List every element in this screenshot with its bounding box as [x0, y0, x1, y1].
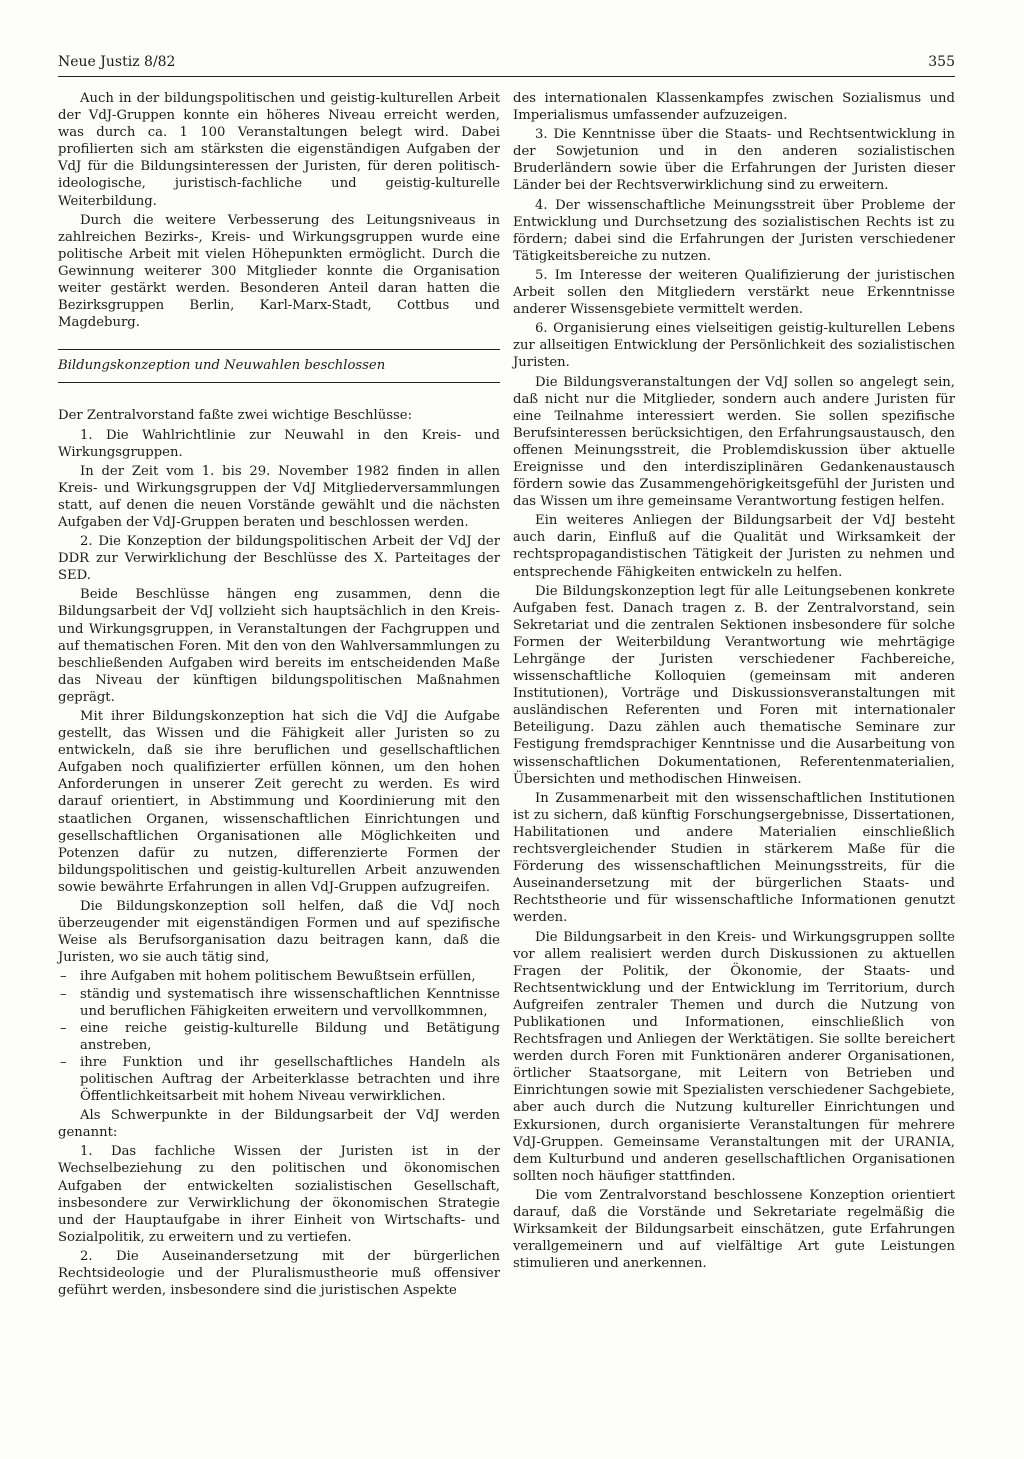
paragraph: Als Schwerpunkte in der Bildungsarbeit der VdJ werden genannt: [58, 1108, 500, 1141]
journal-title: Neue Justiz 8/82 [58, 54, 176, 70]
paragraph: Durch die weitere Verbesserung des Leitungsniveaus in zahlreichen Bezirks-, Kreis- und Wirkungsgruppen wurde eine politische Arbeit mit vielen Höhepunkten ermöglicht. Durch die Gewinnung weiterer 300 Mitglieder konnte die Organisation weiter gestärkt werden. Besonderen Anteil daran hatten die Bezirksgruppen Berlin, Karl-Marx-Stadt, Cottbus und Magdeburg. [58, 212, 500, 331]
paragraph: Beide Beschlüsse hängen eng zusammen, denn die Bildungsarbeit der VdJ vollzieht sich hauptsächlich in den Kreis- und Wirkungsgruppen, in Veranstaltungen der Fachgruppen und auf thematischen Foren. Mit den von den Wahlversammlungen zu beschließenden Aufgaben wird bereits im entscheidenden Maße das Niveau der künftigen bildungspolitischen Maßnahmen geprägt. [58, 587, 500, 705]
paragraph: Die vom Zentralvorstand beschlossene Konzeption orientiert darauf, daß die Vorstände und Sekretariate regelmäßig die Wirksamkeit der Bildungsarbeit einschätzen, gute Erfahrungen verallgemeinern und auf vielfältige Art gute Leistungen stimulieren und anerkennen. [513, 1187, 955, 1272]
paragraph: 4. Der wissenschaftliche Meinungsstreit über Probleme der Entwicklung und Durchsetzung des sozialistischen Rechts ist zu fördern; dabei sind die Erfahrungen der Juristen verschiedener Tätigkeitsbereiche zu nutzen. [513, 197, 955, 264]
paragraph: 1. Das fachliche Wissen der Juristen ist in der Wechselbeziehung zu den politischen und ökonomischen Aufgaben der entwickelten sozialistischen Gesellschaft, insbesondere zur Verwirklichung der ökonomischen Strategie und der Hauptaufgabe in ihrer Einheit von Wirtschafts- und Sozialpolitik, zu erweitern und zu vertiefen. [58, 1144, 500, 1245]
paragraph: 3. Die Kenntnisse über die Staats- und Rechtsentwicklung in der Sowjetunion und in den anderen sozialistischen Bruderländern sowie über die Erfahrungen der Juristen dieser Länder bei der Rechtsverwirklichung sind zu erweitern. [513, 127, 955, 194]
right-column [513, 90, 955, 1274]
paragraph: 1. Die Wahlrichtlinie zur Neuwahl in den Kreis- und Wirkungsgruppen. [58, 427, 500, 460]
left-column [58, 90, 500, 1301]
paragraph: 6. Organisierung eines vielseitigen geistig-kulturellen Lebens zur allseitigen Entwicklung der Persönlichkeit des sozialistischen Juristen. [513, 321, 955, 371]
section-heading: Bildungskonzeption und Neuwahlen beschlossen [58, 349, 500, 383]
goals-list [58, 968, 500, 1105]
paragraph: In Zusammenarbeit mit den wissenschaftlichen Institutionen ist zu sichern, daß künftig Forschungsergebnisse, Dissertationen, Habilitationen und andere Materialien einschließlich rechtsvergleichender Studien in stärkerem Maße für die Förderung des wissenschaftlichen Meinungsstreits, für die Auseinandersetzung mit der bürgerlichen Staats- und Rechtstheorie und für wissenschaftliche Informationen genutzt werden. [513, 790, 955, 926]
paragraph: Die Bildungskonzeption soll helfen, daß die VdJ noch überzeugender mit eigenständigen Formen und auf spezifische Weise als Berufsorganisation dazu beitragen kann, daß die Juristen, wo sie auch tätig sind, [58, 899, 500, 966]
paragraph: 2. Die Auseinandersetzung mit der bürgerlichen Rechtsideologie und der Pluralismustheorie muß offensiver geführt werden, insbesondere sind die juristischen Aspekte [58, 1248, 500, 1299]
paragraph: des internationalen Klassenkampfes zwischen Sozialismus und Imperialismus umfassender aufzuzeigen. [513, 91, 955, 124]
paragraph: Ein weiteres Anliegen der Bildungsarbeit der VdJ besteht auch darin, Einfluß auf die Qualität und Wirksamkeit der rechtspropagandistischen Tätigkeit der Juristen zu nehmen und entsprechende Fähigkeiten entwickeln zu helfen. [513, 513, 955, 580]
paragraph: 5. Im Interesse der weiteren Qualifizierung der juristischen Arbeit sollen den Mitgliedern verstärkt neue Erkenntnisse anderer Wissensgebiete vermittelt werden. [513, 267, 955, 318]
paragraph: Die Bildungsarbeit in den Kreis- und Wirkungsgruppen sollte vor allem realisiert werden durch Diskussionen zu aktuellen Fragen der Politik, der Ökonomie, der Staats- und Rechtsentwicklung und der Entwicklung im Territorium, durch Aufgreifen zentraler Themen und durch die Nutzung von Publikationen und Informationen, einschließlich von Rechtsfragen und Anliegen der Werktätigen. Sie sollte bereichert werden durch Foren mit Funktionären anderer Organisationen, örtlicher Staatsorgane, mit Leitern von Betrieben und Einrichtungen sowie mit Spezialisten verschiedener Sachgebiete, aber auch durch die Nutzung kultureller Einrichtungen und Exkursionen, durch organisierte Veranstaltungen für mehrere VdJ-Gruppen. Gemeinsame Veranstaltungen mit der URANIA, dem Kulturbund und anderen gesellschaftlichen Organisationen sollten noch häufiger stattfinden. [513, 929, 955, 1184]
paragraph: Der Zentralvorstand faßte zwei wichtige Beschlüsse: [58, 408, 413, 424]
list-item: – ihre Funktion und ihr gesellschaftliches Handeln als politischen Auftrag der Arbeiterklasse betrachten und ihre Öffentlichkeitsarbeit mit hohem Niveau verwirklichen. [58, 1054, 500, 1105]
paragraph: Mit ihrer Bildungskonzeption hat sich die VdJ die Aufgabe gestellt, das Wissen und die Fähigkeit aller Juristen so zu entwickeln, daß sie ihre beruflichen und gesellschaftlichen Aufgaben noch qualifizierter erfüllen können, um den hohen Anforderungen in unserer Zeit gerecht zu werden. Es wird darauf orientiert, in Abstimmung und Koordinierung mit den staatlichen Organen, wissenschaftlichen Einrichtungen und gesellschaftlichen Organisationen alle Möglichkeiten und Potenzen dafür zu nutzen, differenzierte Formen der bildungspolitischen und geistig-kulturellen Arbeit anzuwenden sowie bewährte Erfahrungen in allen VdJ-Gruppen aufzugreifen. [58, 709, 500, 895]
list-item: – ständig und systematisch ihre wissenschaftlichen Kenntnisse und beruflichen Fähigkeiten erweitern und vervollkommnen, [58, 986, 500, 1020]
paragraph: Die Bildungsveranstaltungen der VdJ sollen so angelegt sein, daß nicht nur die Mitglieder, sondern auch andere Juristen für eine Teilnahme interessiert werden. Sie sollen spezifische Berufsinteressen berücksichtigen, den Erfahrungsaustausch, den offenen Meinungsstreit, die Problemdiskussion über aktuelle Ereignisse und den interdisziplinären Gedankenaustausch fördern sowie das Zusammengehörigkeitsgefühl der Juristen und das Wissen um ihre gemeinsame Verantwortung festigen helfen. [513, 374, 955, 510]
paragraph: 2. Die Konzeption der bildungspolitischen Arbeit der VdJ der DDR zur Verwirklichung der Beschlüsse des X. Parteitages der SED. [58, 534, 500, 584]
paragraph: Auch in der bildungspolitischen und geistig-kulturellen Arbeit der VdJ-Gruppen konnte ein höheres Niveau erreicht werden, was durch ca. 1 100 Veranstaltungen belegt wird. Dabei profilierten sich am stärksten die eigenständigen Aufgaben der VdJ für die Bildungsinteressen der Juristen, für deren politisch-ideologische, juristisch-fachliche und geistig-kulturelle Weiterbildung. [58, 91, 500, 209]
page-number: 355 [928, 54, 955, 70]
paragraph: In der Zeit vom 1. bis 29. November 1982 finden in allen Kreis- und Wirkungsgruppen der VdJ Mitgliederversammlungen statt, auf denen die neuen Vorstände gewählt und die nächsten Aufgaben der VdJ-Gruppen beraten und beschlossen werden. [58, 463, 500, 530]
list-item: – ihre Aufgaben mit hohem politischem Bewußtsein erfüllen, [58, 968, 500, 985]
header-rule [58, 76, 955, 77]
paragraph: Die Bildungskonzeption legt für alle Leitungsebenen konkrete Aufgaben fest. Danach tragen z. B. der Zentralvorstand, sein Sekretariat und die zentralen Sektionen insbesondere für solche Formen der Weiterbildung Verantwortung wie mehrtägige Lehrgänge der Juristen verschiedener Fachbereiche, wissenschaftliche Kolloquien (gemeinsam mit anderen Institutionen), Vorträge und Diskussionsveranstaltungen mit ausländischen Referenten und Foren mit internationaler Beteiligung. Dazu zählen auch thematische Seminare zur Festigung fremdsprachiger Kenntnisse und die Ausarbeitung von wissenschaftlichen Dokumentationen, Referentenmaterialien, Übersichten und methodischen Hinweisen. [513, 583, 955, 787]
running-header [58, 54, 955, 78]
list-item: – eine reiche geistig-kulturelle Bildung und Betätigung anstreben, [58, 1020, 500, 1054]
